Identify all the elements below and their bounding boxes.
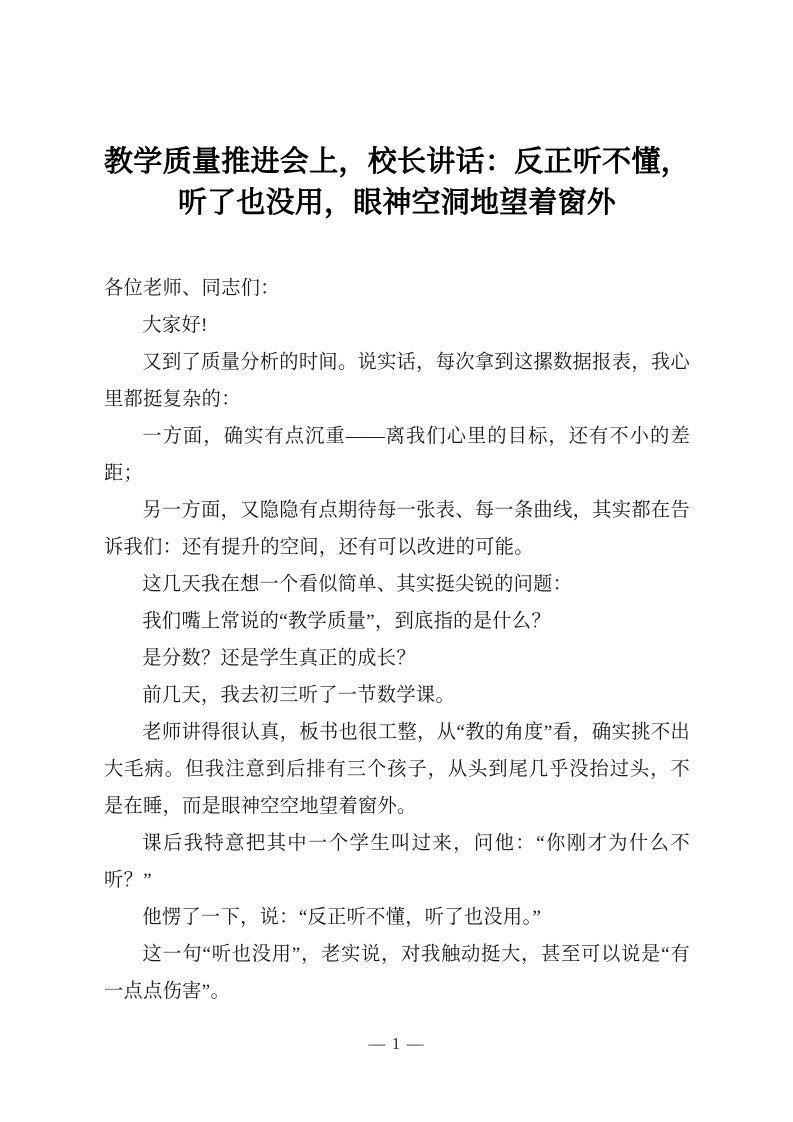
paragraph: 这几天我在想一个看似简单、其实挺尖锐的问题： xyxy=(142,574,573,595)
paragraph: 是分数？还是学生真正的成长？ xyxy=(142,648,416,669)
paragraph: 课后我特意把其中一个学生叫过来，问他：“你刚才为什么不听？” xyxy=(104,833,690,891)
paragraph: 前几天，我去初三听了一节数学课。 xyxy=(142,685,455,706)
paragraph: 老师讲得很认真，板书也很工整，从“教的角度”看，确实挑不出大毛病。但我注意到后排有三个孩子，从头到尾几乎没抬过头，不是在睡，而是眼神空空地望着窗外。 xyxy=(104,722,690,817)
document-body xyxy=(104,270,690,1010)
paragraph: 各位老师、同志们： xyxy=(104,278,280,299)
paragraph: 这一句“听也没用”，老实说，对我触动挺大，甚至可以说是“有一点点伤害”。 xyxy=(104,944,690,1002)
page-title: 教学质量推进会上，校长讲话：反正听不懂，听了也没用，眼神空洞地望着窗外 xyxy=(104,146,690,219)
paragraph: 又到了质量分析的时间。说实话，每次拿到这摞数据报表，我心里都挺复杂的： xyxy=(104,352,690,410)
paragraph: 大家好! xyxy=(142,315,208,336)
paragraph: 一方面，确实有点沉重——离我们心里的目标，还有不小的差距； xyxy=(104,426,690,484)
paragraph: 我们嘴上常说的“教学质量”，到底指的是什么？ xyxy=(142,611,551,632)
paragraph: 他愣了一下，说：“反正听不懂，听了也没用。” xyxy=(142,907,542,928)
page-number-footer: — 1 — xyxy=(368,1034,425,1053)
paragraph: 另一方面，又隐隐有点期待每一张表、每一条曲线，其实都在告诉我们：还有提升的空间，还有可以改进的可能。 xyxy=(104,500,690,558)
